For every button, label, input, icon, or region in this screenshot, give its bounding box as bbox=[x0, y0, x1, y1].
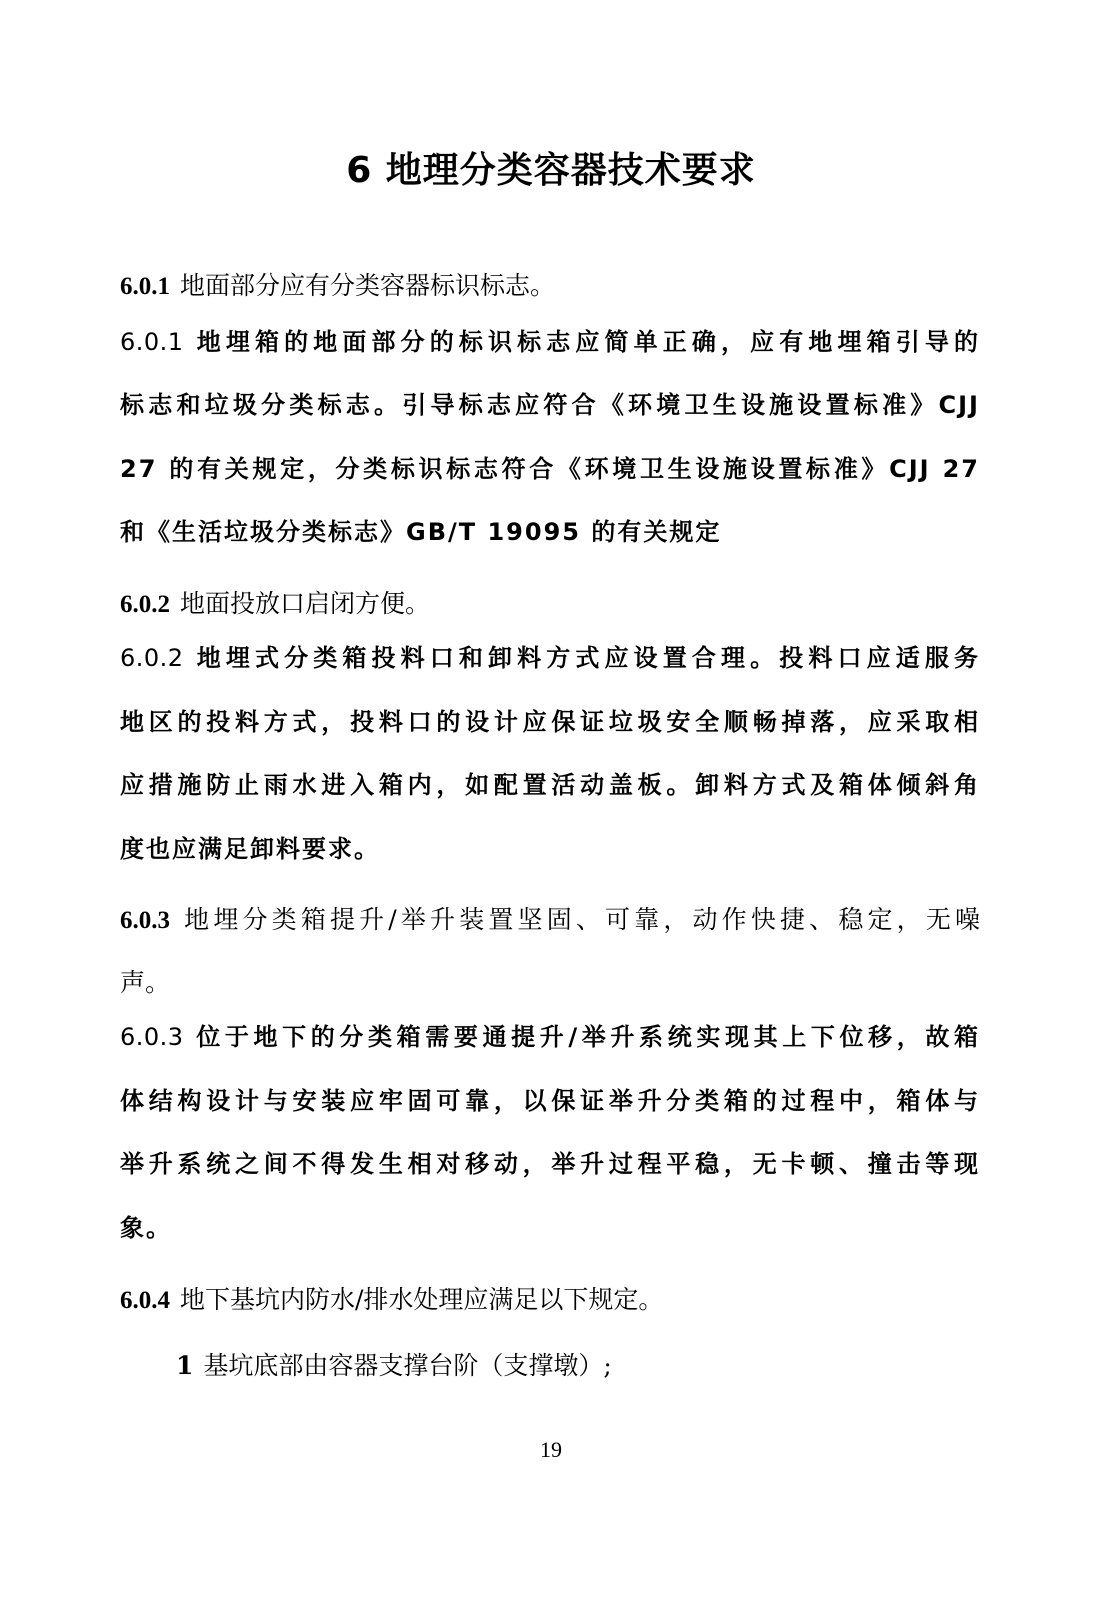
chapter-title: 6 地理分类容器技术要求 bbox=[346, 150, 756, 191]
clause-number: 6.0.2 bbox=[120, 591, 170, 618]
explanation-number: 6.0.2 bbox=[120, 644, 184, 672]
clause-number: 6.0.4 bbox=[120, 1287, 170, 1314]
explanation-6-0-3-line-4: 象。 bbox=[120, 1214, 172, 1242]
clause-6-0-3 bbox=[120, 900, 980, 936]
explanation-number: 6.0.1 bbox=[120, 328, 184, 356]
explanation-number: 6.0.3 bbox=[120, 1023, 184, 1051]
explanation-text: 地埋式分类箱投料口和卸料方式应设置合理。投料口应适服务 bbox=[193, 644, 980, 672]
list-item-text: 基坑底部由容器支撑台阶（支撑墩）; bbox=[203, 1351, 612, 1380]
explanation-6-0-1-line-2: 标志和垃圾分类标志。引导标志应符合《环境卫生设施设置标准》CJJ bbox=[120, 391, 980, 419]
explanation-6-0-3-line-1 bbox=[120, 1017, 980, 1052]
clause-text: 地面投放口启闭方便。 bbox=[180, 589, 431, 618]
explanation-6-0-1-line-4: 和《生活垃圾分类标志》GB/T 19095 的有关规定 bbox=[120, 518, 722, 546]
clause-text: 地下基坑内防水/排水处理应满足以下规定。 bbox=[180, 1285, 664, 1314]
clause-6-0-2 bbox=[120, 584, 980, 620]
explanation-text: 位于地下的分类箱需要通提升/举升系统实现其上下位移，故箱 bbox=[193, 1023, 980, 1051]
clause-text: 地埋分类箱提升/举升装置坚固、可靠，动作快捷、稳定，无噪 bbox=[180, 905, 980, 934]
explanation-6-0-2-line-3: 应措施防止雨水进入箱内，如配置活动盖板。卸料方式及箱体倾斜角 bbox=[120, 771, 980, 799]
explanation-6-0-2-line-1 bbox=[120, 638, 980, 673]
explanation-6-0-1-line-1 bbox=[120, 322, 980, 357]
explanation-6-0-2-line-4: 度也应满足卸料要求。 bbox=[120, 835, 380, 863]
explanation-6-0-1-line-3: 27 的有关规定，分类标识标志符合《环境卫生设施设置标准》CJJ 27 bbox=[120, 455, 980, 483]
list-item bbox=[176, 1346, 1036, 1382]
explanation-6-0-3-line-2: 体结构设计与安装应牢固可靠，以保证举升分类箱的过程中，箱体与 bbox=[120, 1087, 980, 1115]
clause-number: 6.0.3 bbox=[120, 907, 170, 934]
clause-6-0-3-line-2: 声。 bbox=[120, 968, 171, 997]
explanation-text: 地埋箱的地面部分的标识标志应简单正确，应有地埋箱引导的 bbox=[193, 328, 980, 356]
clause-text: 地面部分应有分类容器标识标志。 bbox=[180, 271, 556, 300]
page-number: 19 bbox=[540, 1437, 562, 1462]
clause-6-0-1 bbox=[120, 266, 980, 302]
explanation-6-0-2-line-2: 地区的投料方式，投料口的设计应保证垃圾安全顺畅掉落，应采取相 bbox=[120, 708, 980, 736]
list-item-number: 1 bbox=[176, 1351, 194, 1380]
clause-6-0-4 bbox=[120, 1280, 980, 1316]
clause-number: 6.0.1 bbox=[120, 273, 170, 300]
explanation-6-0-3-line-3: 举升系统之间不得发生相对移动，举升过程平稳，无卡顿、撞击等现 bbox=[120, 1150, 980, 1178]
